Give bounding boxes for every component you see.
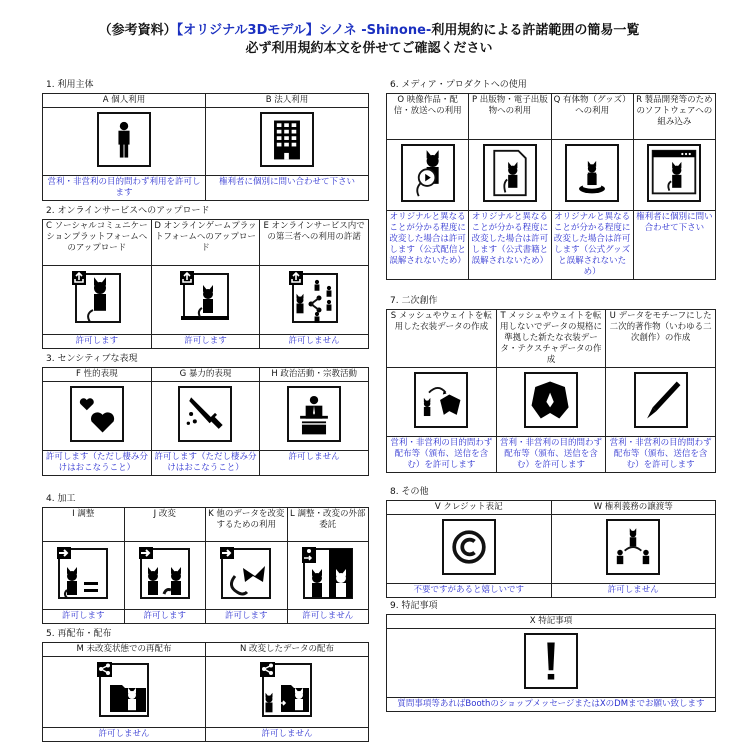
redistribute-icon <box>96 661 152 719</box>
permission-table <box>42 93 369 201</box>
permission-table <box>42 507 369 624</box>
item-label: V クレジット表記 <box>387 501 552 515</box>
transfer-icon <box>606 519 660 575</box>
figure-icon <box>565 144 619 202</box>
upload-social-icon <box>70 270 124 326</box>
section-redistribution <box>42 628 369 742</box>
costume-transfer-icon <box>414 372 468 428</box>
distribute-modified-icon <box>259 661 315 719</box>
reuse-icon <box>219 546 273 601</box>
permission-table <box>42 219 369 349</box>
person-icon <box>97 112 151 167</box>
item-result: 許可しません <box>206 728 369 742</box>
item-label: K 他のデータを改変するための利用 <box>206 508 288 542</box>
item-result: 営利・非営利の目的問わず利用を許可します <box>43 176 206 201</box>
item-result: 営利・非営利の目的問わず配布等（頒布、送信を含む）を許可します <box>496 437 606 473</box>
item-label: X 特記事項 <box>387 615 716 629</box>
item-result: 許可します <box>151 335 260 349</box>
upload-share-icon <box>287 270 341 326</box>
publication-icon <box>483 144 537 202</box>
section-media-products <box>386 79 716 280</box>
item-result: 許可します <box>206 610 288 624</box>
item-result: 許可しません <box>551 584 716 598</box>
item-result: 許可しません <box>287 610 369 624</box>
exclamation-icon <box>524 633 578 689</box>
section-usage-subject <box>42 79 369 201</box>
item-label: R 製品開発等のためのソフトウェアへの組み込み <box>633 94 715 140</box>
video-icon <box>401 144 455 202</box>
item-label: D オンラインゲームプラットフォームへのアップロード <box>151 220 260 266</box>
section-title: 6. メディア・プロダクトへの使用 <box>390 80 527 90</box>
section-online-upload <box>42 205 369 349</box>
item-result: オリジナルと異なることが分かる程度に改変した場合は許可します（公式配信と誤解されないため） <box>387 211 469 280</box>
item-result: 権利者に個別に問い合わせて下さい <box>206 176 369 201</box>
item-result: 許可しません <box>260 335 369 349</box>
item-result: 許可します <box>124 610 206 624</box>
item-result: 許可します <box>43 335 152 349</box>
title-suffix: 利用規約による許諾範囲の簡易一覧 <box>431 23 640 38</box>
permission-table <box>386 614 716 712</box>
section-title: 1. 利用主体 <box>46 80 94 90</box>
item-result: 権利者に個別に問い合わせて下さい <box>633 211 715 280</box>
section-title: 7. 二次創作 <box>390 296 438 306</box>
section-special-notes <box>386 600 716 712</box>
adjust-icon <box>56 546 110 601</box>
item-label: L 調整・改変の外部委託 <box>287 508 369 542</box>
permission-table <box>386 500 716 598</box>
section-title: 4. 加工 <box>46 494 76 504</box>
item-label: E オンラインサービス内での第三者への利用の許諾 <box>260 220 369 266</box>
item-label: N 改変したデータの配布 <box>206 643 369 657</box>
item-result: 営利・非営利の目的問わず配布等（頒布、送信を含む）を許可します <box>387 437 497 473</box>
page-subtitle: 必ず利用規約本文を併せてご確認ください <box>245 41 493 56</box>
item-label: C ソーシャルコミュニケーションプラットフォームへのアップロード <box>43 220 152 266</box>
podium-icon <box>287 386 341 442</box>
item-label: M 未改変状態での再配布 <box>43 643 206 657</box>
modify-icon <box>138 546 192 601</box>
section-title: 9. 特記事項 <box>390 601 438 611</box>
section-title: 2. オンラインサービスへのアップロード <box>46 206 210 216</box>
section-derivative-works <box>386 295 716 473</box>
item-result: 質問事項等あればBoothのショップメッセージまたはXのDMまでお願い致します <box>387 698 716 712</box>
item-result: オリジナルと異なることが分かる程度に改変した場合は許可します（公式グッズと誤解されないため） <box>551 211 633 280</box>
copyright-icon <box>442 519 496 575</box>
item-label: A 個人利用 <box>43 94 206 108</box>
item-result: オリジナルと異なることが分かる程度に改変した場合は許可します（公式書籍と誤解されないため） <box>469 211 551 280</box>
item-label: S メッシュやウェイトを転用した衣装データの作成 <box>387 310 497 368</box>
item-label: P 出版物・電子出版物への利用 <box>469 94 551 140</box>
pen-icon <box>634 372 688 428</box>
outsource-icon <box>301 546 355 601</box>
costume-icon <box>524 372 578 428</box>
hearts-icon <box>70 386 124 442</box>
section-other <box>386 486 716 598</box>
item-result: 許可します <box>43 610 125 624</box>
item-label: H 政治活動・宗教活動 <box>260 368 369 382</box>
permission-table <box>386 309 716 473</box>
item-label: J 改変 <box>124 508 206 542</box>
permission-table <box>42 642 369 742</box>
item-result: 不要ですがあると嬉しいです <box>387 584 552 598</box>
item-label: T メッシュやウェイトを転用しないでデータの規格に準拠した新たな衣装データ・テクスチャデータの作成 <box>496 310 606 368</box>
item-label: B 法人利用 <box>206 94 369 108</box>
title-prefix: （参考資料） <box>98 23 177 38</box>
item-result: 許可します（ただし棲み分けはおこなうこと） <box>43 451 152 476</box>
item-result: 営利・非営利の目的問わず配布等（頒布、送信を含む）を許可します <box>606 437 716 473</box>
item-label: W 権利義務の譲渡等 <box>551 501 716 515</box>
building-icon <box>260 112 314 167</box>
item-result: 許可します（ただし棲み分けはおこなうこと） <box>151 451 260 476</box>
permission-table <box>386 93 716 280</box>
knife-icon <box>178 386 232 442</box>
item-label: F 性的表現 <box>43 368 152 382</box>
page-title <box>0 22 738 39</box>
section-title: 5. 再配布・配布 <box>46 629 112 639</box>
section-title: 8. その他 <box>390 487 429 497</box>
section-sensitive-expression <box>42 353 369 476</box>
title-model-name: 【オリジナル3Dモデル】シノネ -Shinone- <box>176 23 432 38</box>
section-title: 3. センシティブな表現 <box>46 354 138 364</box>
item-label: U データをモチーフにした二次的著作物（いわゆる二次創作）の作成 <box>606 310 716 368</box>
upload-game-icon <box>178 270 232 326</box>
item-label: Q 有体物（グッズ）への利用 <box>551 94 633 140</box>
section-processing <box>42 493 369 624</box>
item-result: 許可しません <box>260 451 369 476</box>
item-result: 許可しません <box>43 728 206 742</box>
software-icon <box>647 144 701 202</box>
permission-table <box>42 367 369 476</box>
item-label: G 暴力的表現 <box>151 368 260 382</box>
item-label: I 調整 <box>43 508 125 542</box>
item-label: O 映像作品・配信・放送への利用 <box>387 94 469 140</box>
